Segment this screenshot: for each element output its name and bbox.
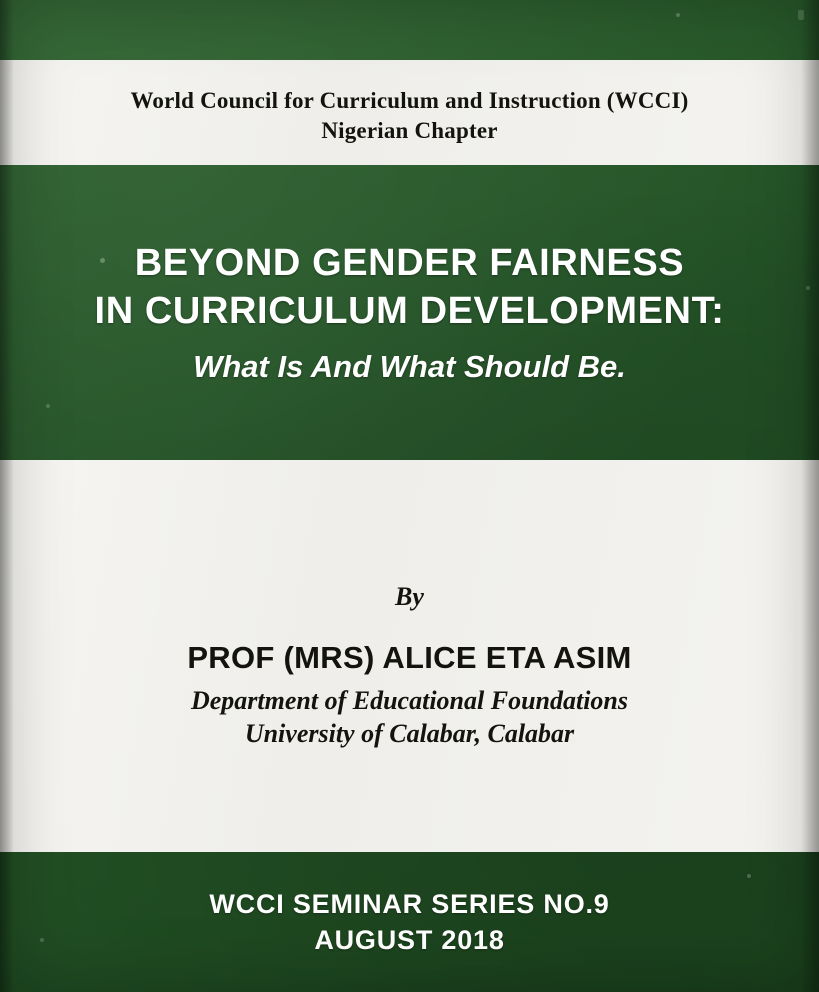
author-institution: University of Calabar, Calabar bbox=[244, 719, 575, 748]
author-name: PROF (MRS) ALICE ETA ASIM bbox=[187, 640, 632, 675]
author-block bbox=[0, 460, 819, 852]
title-line-1: BEYOND GENDER FAIRNESS bbox=[134, 241, 685, 284]
author-department: Department of Educational Foundations bbox=[190, 686, 629, 715]
seminar-series-label: WCCI SEMINAR SERIES NO.9 bbox=[209, 889, 610, 919]
by-label: By bbox=[395, 582, 424, 611]
title-line-2: IN CURRICULUM DEVELOPMENT: bbox=[94, 289, 725, 332]
organisation-line-1: World Council for Curriculum and Instruction (WCCI) bbox=[130, 88, 689, 113]
publication-date: AUGUST 2018 bbox=[314, 925, 505, 955]
paper-speck bbox=[798, 10, 804, 20]
footer-block bbox=[0, 852, 819, 992]
title-block bbox=[0, 165, 819, 460]
header-band bbox=[0, 60, 819, 165]
organisation-line-2: Nigerian Chapter bbox=[321, 118, 498, 143]
title-subtitle: What Is And What Should Be. bbox=[193, 348, 626, 384]
author-band bbox=[0, 460, 819, 852]
paper-speck bbox=[676, 13, 680, 17]
organisation-header bbox=[0, 60, 819, 146]
